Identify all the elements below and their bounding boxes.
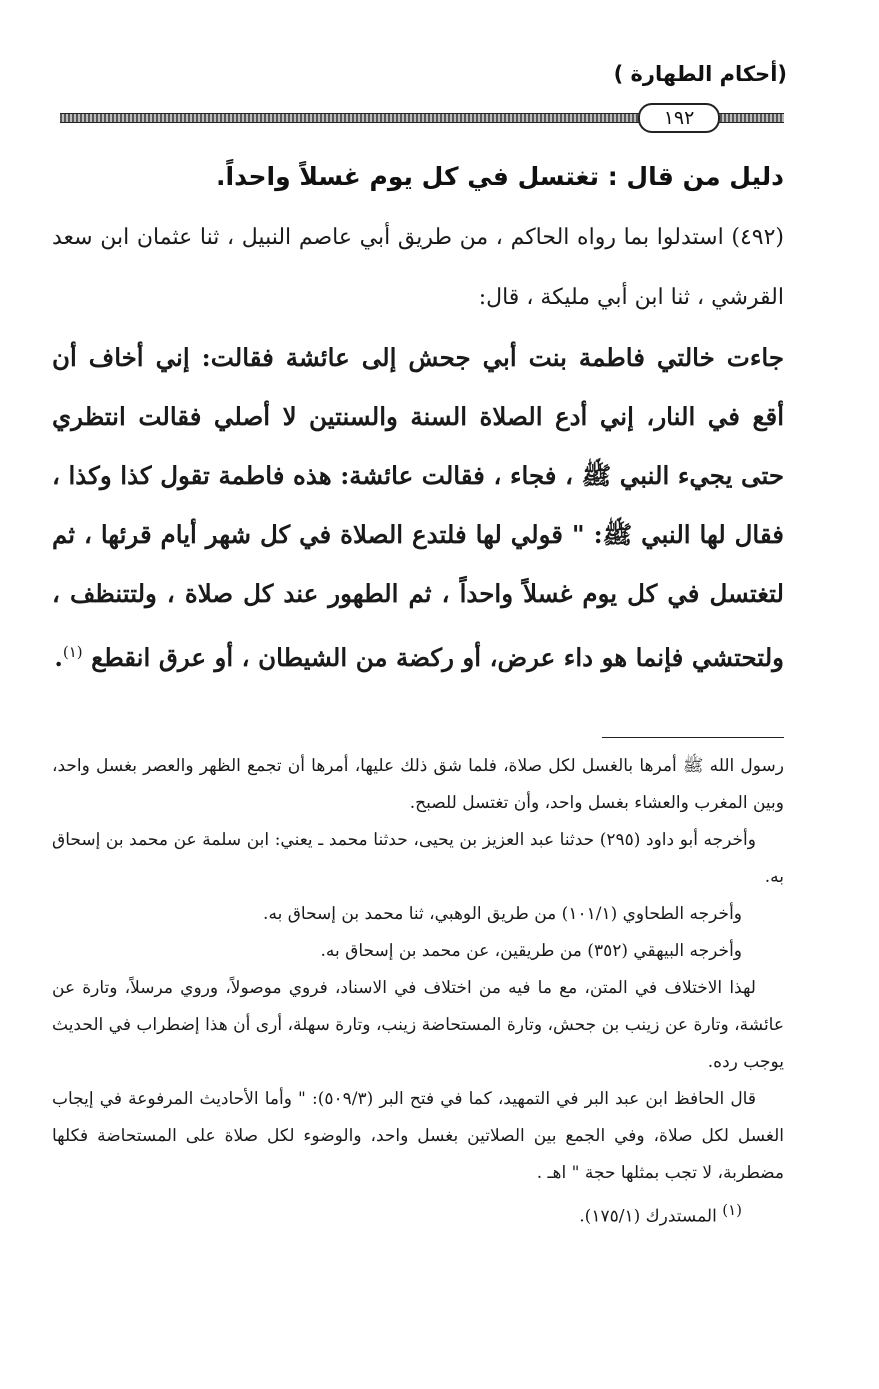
footnote-paragraph: وأخرجه البيهقي (٣٥٢) من طريقين، عن محمد بن إسحاق به. xyxy=(320,941,742,961)
hadith-text: جاءت خالتي فاطمة بنت أبي جحش إلى عائشة فقالت: إني أخاف أن أقع في النار، إني أدع الصلاة السنة والسنتين لا أصلي فقالت انتظري حتى يجيء النبي ﷺ ، فجاء ، فقالت عائشة: هذه فاطمة تقول كذا وكذا ، فقال لها النبي ﷺ: " قولي لها فلتدع الصلاة في كل شهر أيام قرئها ، ثم لتغتسل في كل يوم غسلاً واحداً ، ثم الطهور عند كل صلاة ، ولتتنظف ، ولتحتشي فإنما هو داء عرض، أو ركضة من الشيطان ، أو عرق انقطع xyxy=(52,343,784,673)
footnote-paragraph: قال الحافظ ابن عبد البر في التمهيد، كما في فتح البر (٥٠٩/٣): " وأما الأحاديث المرفوعة في إيجاب الغسل لكل صلاة، وفي الجمع بين الصلاتين بغسل واحد، والوضوء لكل صلاة على المستحاضة فكلها مضطربة، لا تجب بمثلها حجة " اهـ . xyxy=(52,1089,784,1183)
footnote-paragraph: رسول الله ﷺ أمرها بالغسل لكل صلاة، فلما شق ذلك عليها، أمرها أن تجمع الظهر والعصر بغسل واحد، وبين المغرب والعشاء بغسل واحد، وأن تغتسل للصبح. xyxy=(52,756,784,813)
hadith-end: . xyxy=(54,643,63,673)
page-number: ١٩٢ xyxy=(638,103,720,133)
footnotes xyxy=(52,748,784,1236)
footnote-paragraph: وأخرجه أبو داود (٢٩٥) حدثنا عبد العزيز بن يحيى، حدثنا محمد ـ يعني: ابن سلمة عن محمد بن إسحاق به. xyxy=(52,830,784,887)
narration-paragraph: (٤٩٢) استدلوا بما رواه الحاكم ، من طريق أبي عاصم النبيل ، ثنا عثمان ابن سعد القرشي ، ثنا ابن أبي مليكة ، قال: xyxy=(52,225,784,310)
footnote-note xyxy=(52,1192,784,1236)
footnote-paragraph: لهذا الاختلاف في المتن، مع ما فيه من اختلاف في الاسناد، فروي موصولاً، وروي مرسلاً، وتارة عن عائشة، وتارة عن زينب بن جحش، وتارة المستحاضة زينب، وتارة سهلة، أرى أن هذا إضطراب في الحديث يوجب رده. xyxy=(52,978,784,1072)
running-title: (أحكام الطهارة ) xyxy=(613,62,787,86)
footnote-note-text: المستدرك (١٧٥/١). xyxy=(579,1206,717,1227)
footnote-paragraph: وأخرجه الطحاوي (١٠١/١) من طريق الوهبي، ثنا محمد بن إسحاق به. xyxy=(263,904,742,924)
footnote-number: (١) xyxy=(722,1201,742,1219)
hadith-paragraph xyxy=(52,328,784,687)
footnote-separator xyxy=(602,737,784,738)
footnote-reference: (١) xyxy=(62,643,83,661)
main-text xyxy=(52,146,784,687)
section-heading: دليل من قال : تغتسل في كل يوم غسلاً واحداً. xyxy=(216,162,784,191)
